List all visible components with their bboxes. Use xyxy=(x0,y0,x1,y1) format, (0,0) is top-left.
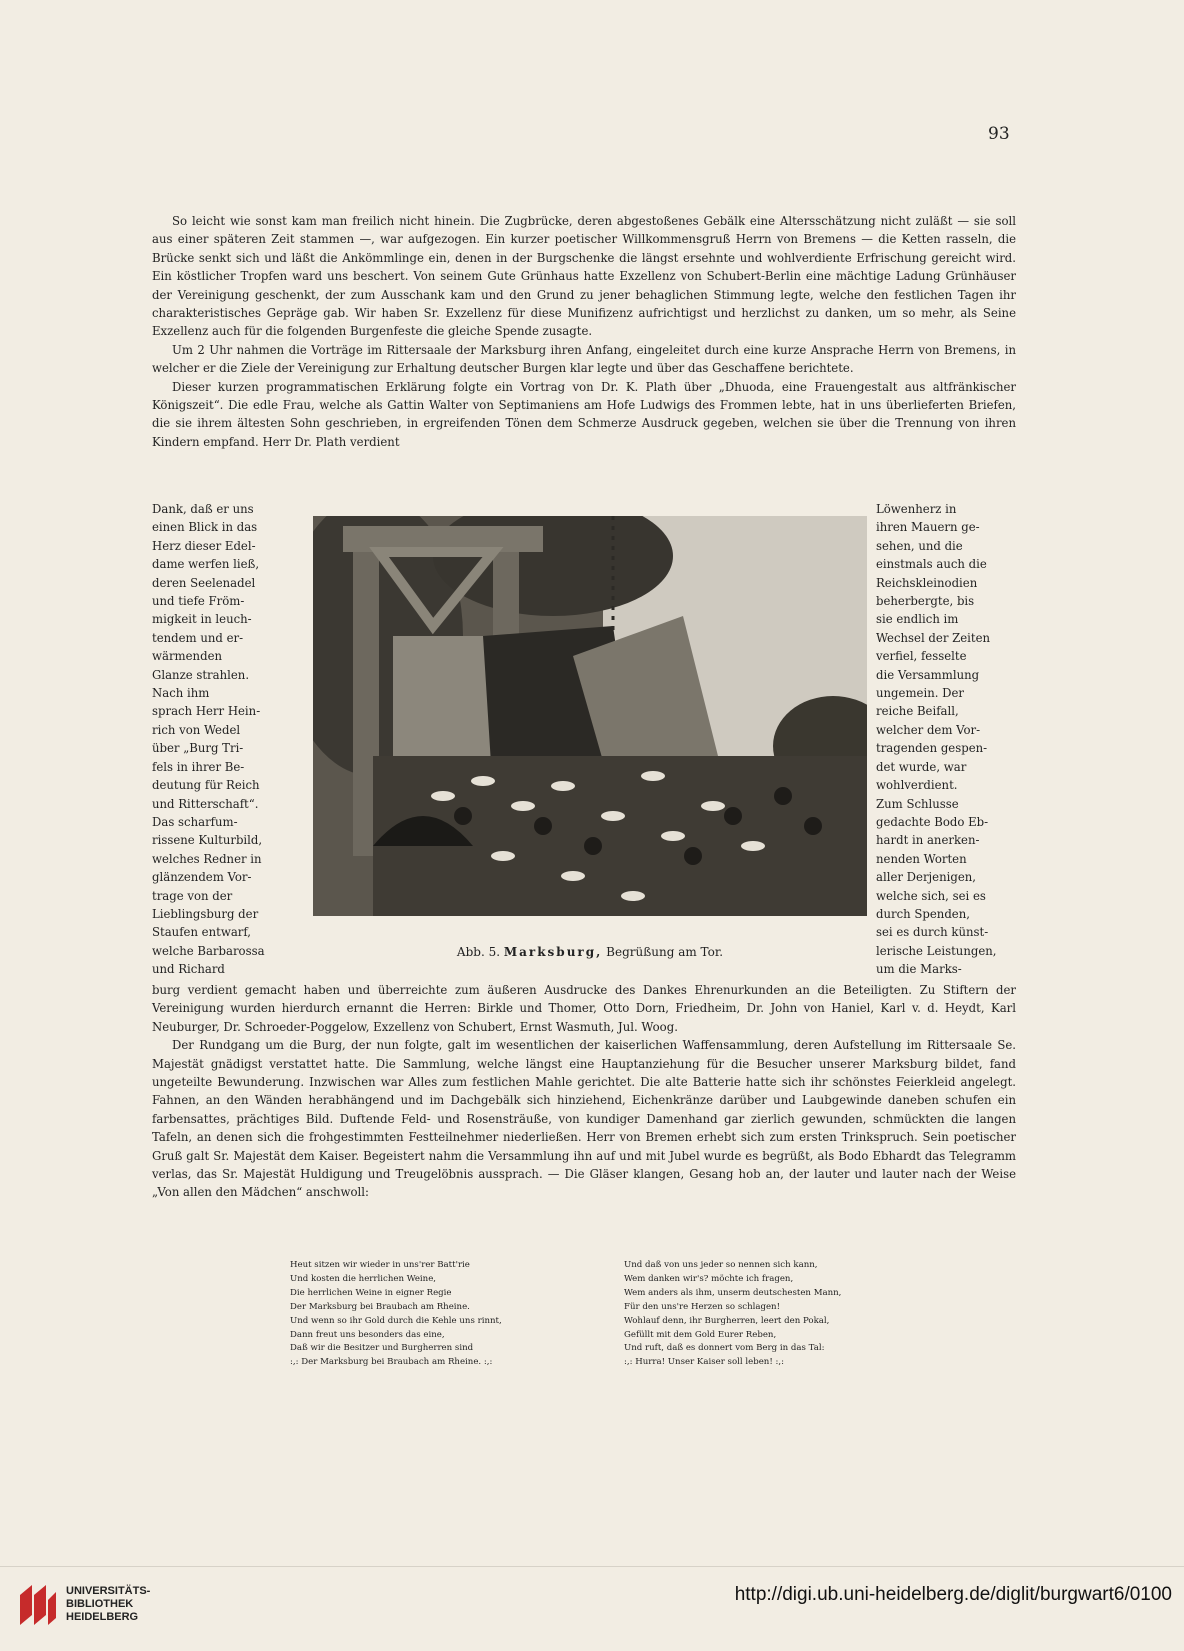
column-line: sie endlich im xyxy=(876,612,959,627)
column-line: und Richard xyxy=(152,962,225,977)
verse-line: Und ruft, daß es donnert vom Berg in das Tal: xyxy=(624,1343,825,1354)
column-line: einstmals auch die xyxy=(876,557,987,572)
column-line: welcher dem Vor- xyxy=(876,722,981,737)
figure-caption xyxy=(313,945,867,959)
verse-line: Und wenn so ihr Gold durch die Kehle uns rinnt, xyxy=(290,1315,502,1326)
column-line: und tiefe Fröm- xyxy=(152,594,245,609)
verse-line: :,: Der Marksburg bei Braubach am Rheine. :,: xyxy=(290,1357,493,1368)
column-line: hardt in anerken- xyxy=(876,833,980,848)
page-number: 93 xyxy=(988,124,1010,144)
right-text-column xyxy=(876,500,1016,979)
column-line: migkeit in leuch- xyxy=(152,612,252,627)
column-line: um die Marks- xyxy=(876,962,962,977)
column-line: sei es durch künst- xyxy=(876,925,989,940)
verse-line: Die herrlichen Weine in eigner Regie xyxy=(290,1287,452,1298)
column-line: trage von der xyxy=(152,888,233,903)
column-line: über „Burg Tri- xyxy=(152,741,244,756)
column-line: einen Blick in das xyxy=(152,520,258,535)
verse-line: Für den uns're Herzen so schlagen! xyxy=(624,1301,781,1312)
column-line: rich von Wedel xyxy=(152,722,241,737)
footer-divider xyxy=(0,1566,1184,1567)
column-line: lerische Leistungen, xyxy=(876,943,997,958)
paragraph: Dieser kurzen programmatischen Erklärung folgte ein Vortrag von Dr. K. Plath über „Dhuoda, eine Frauengestalt aus altfränkischer Königszeit“. Die edle Frau, welche als Gattin Walter von Septimaniens am Hofe Ludwigs des Frommen lebte, hat in uns überlieferten Briefen, die sie ihrem ältesten Sohn geschrieben, in ergreifenden Tönen dem Schmerze Ausdruck gegeben, welchen sie über die Trennung von ihren Kindern empfand. Herr Dr. Plath verdient xyxy=(152,379,1016,449)
verse-line: Der Marksburg bei Braubach am Rheine. xyxy=(290,1301,470,1312)
column-line: aller Derjenigen, xyxy=(876,870,976,885)
verse-line: Wem anders als ihm, unserm deutschesten Mann, xyxy=(624,1287,842,1298)
photo-illustration xyxy=(313,516,867,916)
column-line: Staufen entwarf, xyxy=(152,925,252,940)
column-line: deutung für Reich xyxy=(152,778,260,793)
column-line: Nach ihm xyxy=(152,686,210,701)
verse-line: Wem danken wir's? möchte ich fragen, xyxy=(624,1273,794,1284)
column-line: det wurde, war xyxy=(876,759,967,774)
verse-line: Und daß von uns jeder so nennen sich kann, xyxy=(624,1260,818,1270)
column-line: fels in ihrer Be- xyxy=(152,759,245,774)
column-line: die Versammlung xyxy=(876,667,980,682)
column-line: deren Seelenadel xyxy=(152,575,256,590)
column-line: tragenden gespen- xyxy=(876,741,988,756)
verse-line: Dann freut uns besonders das eine, xyxy=(290,1329,445,1340)
verse-line: Heut sitzen wir wieder in uns'rer Batt'rie xyxy=(290,1260,470,1270)
column-line: Lieblingsburg der xyxy=(152,906,259,921)
column-line: durch Spenden, xyxy=(876,906,970,921)
paragraph: Um 2 Uhr nahmen die Vorträge im Rittersaale der Marksburg ihren Anfang, eingeleitet durch eine kurze Ansprache Herrn von Bremens, in welcher er die Ziele der Vereinigung zur Erhaltung deutscher Burgen klar legte und über das Geschaffene berichtete. xyxy=(152,342,1016,376)
column-line: Reichskleinodien xyxy=(876,575,978,590)
verse-line: Und kosten die herrlichen Weine, xyxy=(290,1273,437,1284)
column-line: nenden Worten xyxy=(876,851,967,866)
paragraph: So leicht wie sonst kam man freilich nicht hinein. Die Zugbrücke, deren abgestoßenes Gebälk eine Altersschätzung nicht zuläßt — sie soll aus einer späteren Zeit stammen —, war aufgezogen. Ein kurzer poetischer Willkommensgruß Herrn von Bremens — die Ketten rasseln, die Brücke senkt sich und läßt die Ankömmlinge ein, denen in der Burgschenke die längst ersehnte und wohlverdiente Erfrischung gereicht wird. Ein köstlicher Tropfen ward uns beschert. Von seinem Gute Grünhaus hatte Exzellenz von Schubert-Berlin eine mächtige Ladung Grünhäuser der Vereinigung geschenkt, der zum Ausschank kam und den Grund zu jener behaglichen Stimmung legte, welche den festlichen Tagen ihr charakteristisches Gepräge gab. Wir haben Sr. Exzellenz für diese Munifizenz aufrichtigst und herzlichst zu danken, um so mehr, als Seine Exzellenz auch für die folgenden Burgenfeste die gleiche Spende zusagte. xyxy=(152,214,1016,339)
column-line: welche Barbarossa xyxy=(152,943,265,958)
figure-subtitle: Begrüßung am Tor. xyxy=(606,945,724,959)
left-text-column xyxy=(152,500,290,979)
column-line: und Ritterschaft“. xyxy=(152,796,259,811)
column-line: beherbergte, bis xyxy=(876,594,975,609)
figure-label: Abb. 5. xyxy=(456,945,501,959)
column-line: rissene Kulturbild, xyxy=(152,833,263,848)
article-top-text xyxy=(152,212,1016,451)
figure-photo-marksburg-gate xyxy=(313,516,867,916)
verse-line: :,: Hurra! Unser Kaiser soll leben! :,: xyxy=(624,1357,785,1368)
column-line: reiche Beifall, xyxy=(876,704,959,719)
column-line: Dank, daß er uns xyxy=(152,502,254,516)
song-verse-right xyxy=(624,1259,924,1370)
library-logo-icon xyxy=(12,1580,62,1630)
paragraph: burg verdient gemacht haben und überreichte zum äußeren Ausdrucke des Dankes Ehrenurkunden an die Beteiligten. Zu Stiftern der Vereinigung wurden hierdurch ernannt die Herren: Birkle und Thomer, Otto Dorn, Friedheim, Dr. John von Haniel, Karl v. d. Heydt, Karl Neuburger, Dr. Schroeder-Poggelow, Exzellenz von Schubert, Ernst Wasmuth, Jul. Woog. xyxy=(152,983,1016,1034)
verse-line: Daß wir die Besitzer und Burgherren sind xyxy=(290,1343,474,1354)
source-url[interactable]: http://digi.ub.uni-heidelberg.de/diglit/burgwart6/0100 xyxy=(734,1584,1172,1605)
column-line: Zum Schlusse xyxy=(876,796,959,811)
column-line: Löwenherz in xyxy=(876,502,957,516)
verse-line: Wohlauf denn, ihr Burgherren, leert den Pokal, xyxy=(624,1315,830,1326)
column-line: tendem und er- xyxy=(152,630,244,645)
song-verse-left xyxy=(290,1259,590,1370)
column-line: welche sich, sei es xyxy=(876,888,986,903)
column-line: sprach Herr Hein- xyxy=(152,704,261,719)
column-line: Das scharfum- xyxy=(152,814,238,829)
column-line: ihren Mauern ge- xyxy=(876,520,980,535)
article-bottom-text xyxy=(152,981,1016,1202)
column-line: sehen, und die xyxy=(876,538,963,553)
column-line: welches Redner in xyxy=(152,851,262,866)
library-name: UNIVERSITÄTS- BIBLIOTHEK HEIDELBERG xyxy=(66,1585,151,1623)
verse-line: Gefüllt mit dem Gold Eurer Reben, xyxy=(624,1329,777,1340)
column-line: gedachte Bodo Eb- xyxy=(876,814,989,829)
paragraph: Der Rundgang um die Burg, der nun folgte, galt im wesentlichen der kaiserlichen Waffensammlung, deren Aufstellung im Rittersaale Se. Majestät gnädigst verstattet hatte. Die Sammlung, welche längst eine Hauptanziehung für die Besucher unserer Marksburg bildet, fand ungeteilte Bewunderung. Inzwischen war Alles zum festlichen Mahle gerichtet. Die alte Batterie hatte sich ihr schönstes Feierkleid angelegt. Fahnen, an den Wänden herabhängend und im Dachgebälk sich hinziehend, Eichenkränze darüber und Laubgewinde daneben schufen ein farbensattes, prächtiges Bild. Duftende Feld- und Rosensträuße, von kundiger Damenhand gar zierlich gewunden, schmückten die langen Tafeln, an denen sich die frohgestimmten Festteilnehmer niederließen. Herr von Bremen erhebt sich zum ersten Trinkspruch. Sein poetischer Gruß galt Sr. Majestät dem Kaiser. Begeistert nahm die Versammlung ihn auf und mit Jubel wurde es begrüßt, als Bodo Ebhardt das Telegramm verlas, das Sr. Majestät Huldigung und Treugelöbnis aussprach. — Die Gläser klangen, Gesang hob an, der lauter und lauter nach der Weise „Von allen den Mädchen“ anschwoll: xyxy=(152,1038,1016,1200)
column-line: Herz dieser Edel- xyxy=(152,538,256,553)
column-line: verfiel, fesselte xyxy=(876,649,967,664)
column-line: ungemein. Der xyxy=(876,686,965,701)
column-line: Glanze strahlen. xyxy=(152,667,250,682)
column-line: wohlverdient. xyxy=(876,778,958,793)
column-line: Wechsel der Zeiten xyxy=(876,630,991,645)
column-line: glänzendem Vor- xyxy=(152,870,252,885)
column-line: wärmenden xyxy=(152,649,223,664)
column-line: dame werfen ließ, xyxy=(152,557,260,572)
figure-title: Marksburg, xyxy=(503,945,603,959)
